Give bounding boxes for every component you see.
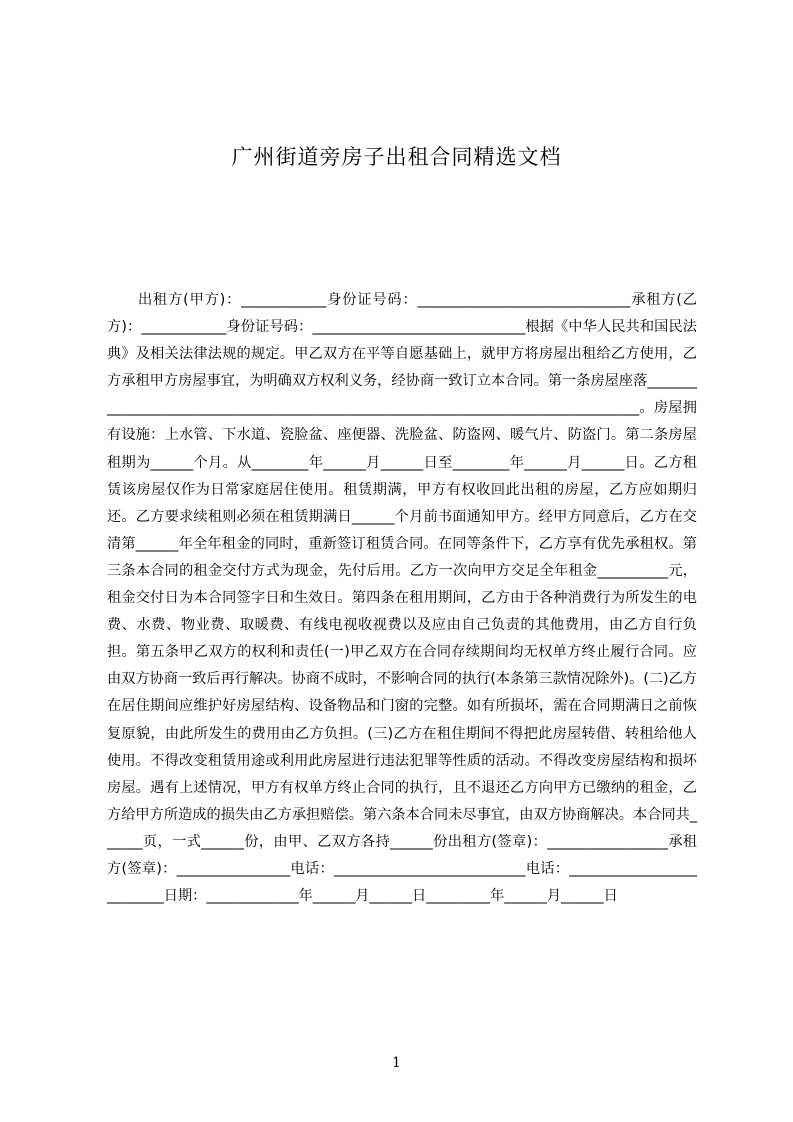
page-number: 1 [392, 1055, 401, 1071]
contract-body: 出租方(甲方)：____________身份证号码：______________________________承租方(乙方)：____________身份证号码：______________________________根据《中华人民共和国民法典》及相关法律法规的规定。甲乙双方在平等自愿基础上，就甲方将房屋出租给乙方使用，乙方承租甲方房屋事宜，为明确双方权利义务，经协商一致订立本合同。第一条房屋座落__________________________________________________________________________________。房屋拥有设施：上水管、下水道、瓷脸盆、座便器、洗脸盆、防盗网、暖气片、防盗门。第二条房屋租期为______个月。从________年______月______日至________年______月______日。乙方租赁该房屋仅作为日常家庭居住使用。租赁期满，甲方有权收回此出租的房屋，乙方应如期归还。乙方要求续租则必须在租赁期满日______个月前书面通知甲方。经甲方同意后，乙方在交清第______年全年租金的同时，重新签订租赁合同。在同等条件下，乙方享有优先承租权。第三条本合同的租金交付方式为现金，先付后用。乙方一次向甲方交足全年租金__________元，租金交付日为本合同签字日和生效日。第四条在租用期间，乙方由于各种消费行为所发生的电费、水费、物业费、取暖费、有线电视收视费以及应由自己负责的其他费用，由乙方自行负担。第五条甲乙双方的权利和责任(一)甲乙双方在合同存续期间均无权单方终止履行合同。应由双方协商一致后再行解决。协商不成时，不影响合同的执行(本条第三款情况除外)。(二)乙方在居住期间应维护好房屋结构、设备物品和门窗的完整。如有所损坏，需在合同期满日之前恢复原貌，由此所发生的费用由乙方负担。(三)乙方在租住期间不得把此房屋转借、转租给他人使用。不得改变租赁用途或利用此房屋进行违法犯罪等性质的活动。不得改变房屋结构和损坏房屋。遇有上述情况，甲方有权单方终止合同的执行，且不退还乙方向甲方已缴纳的租金，乙方给甲方所造成的损失由乙方承担赔偿。第六条本合同未尽事宜，由双方协商解决。本合同共______页，一式______份，由甲、乙双方各持______份出租方(签章)：_________________承租方(签章)：________________电话：___________________________电话：__________________________日期：_____________年______月______日_________年______月______日 [107, 292, 697, 905]
document-title: 广州街道旁房子出租合同精选文档 [231, 145, 562, 169]
